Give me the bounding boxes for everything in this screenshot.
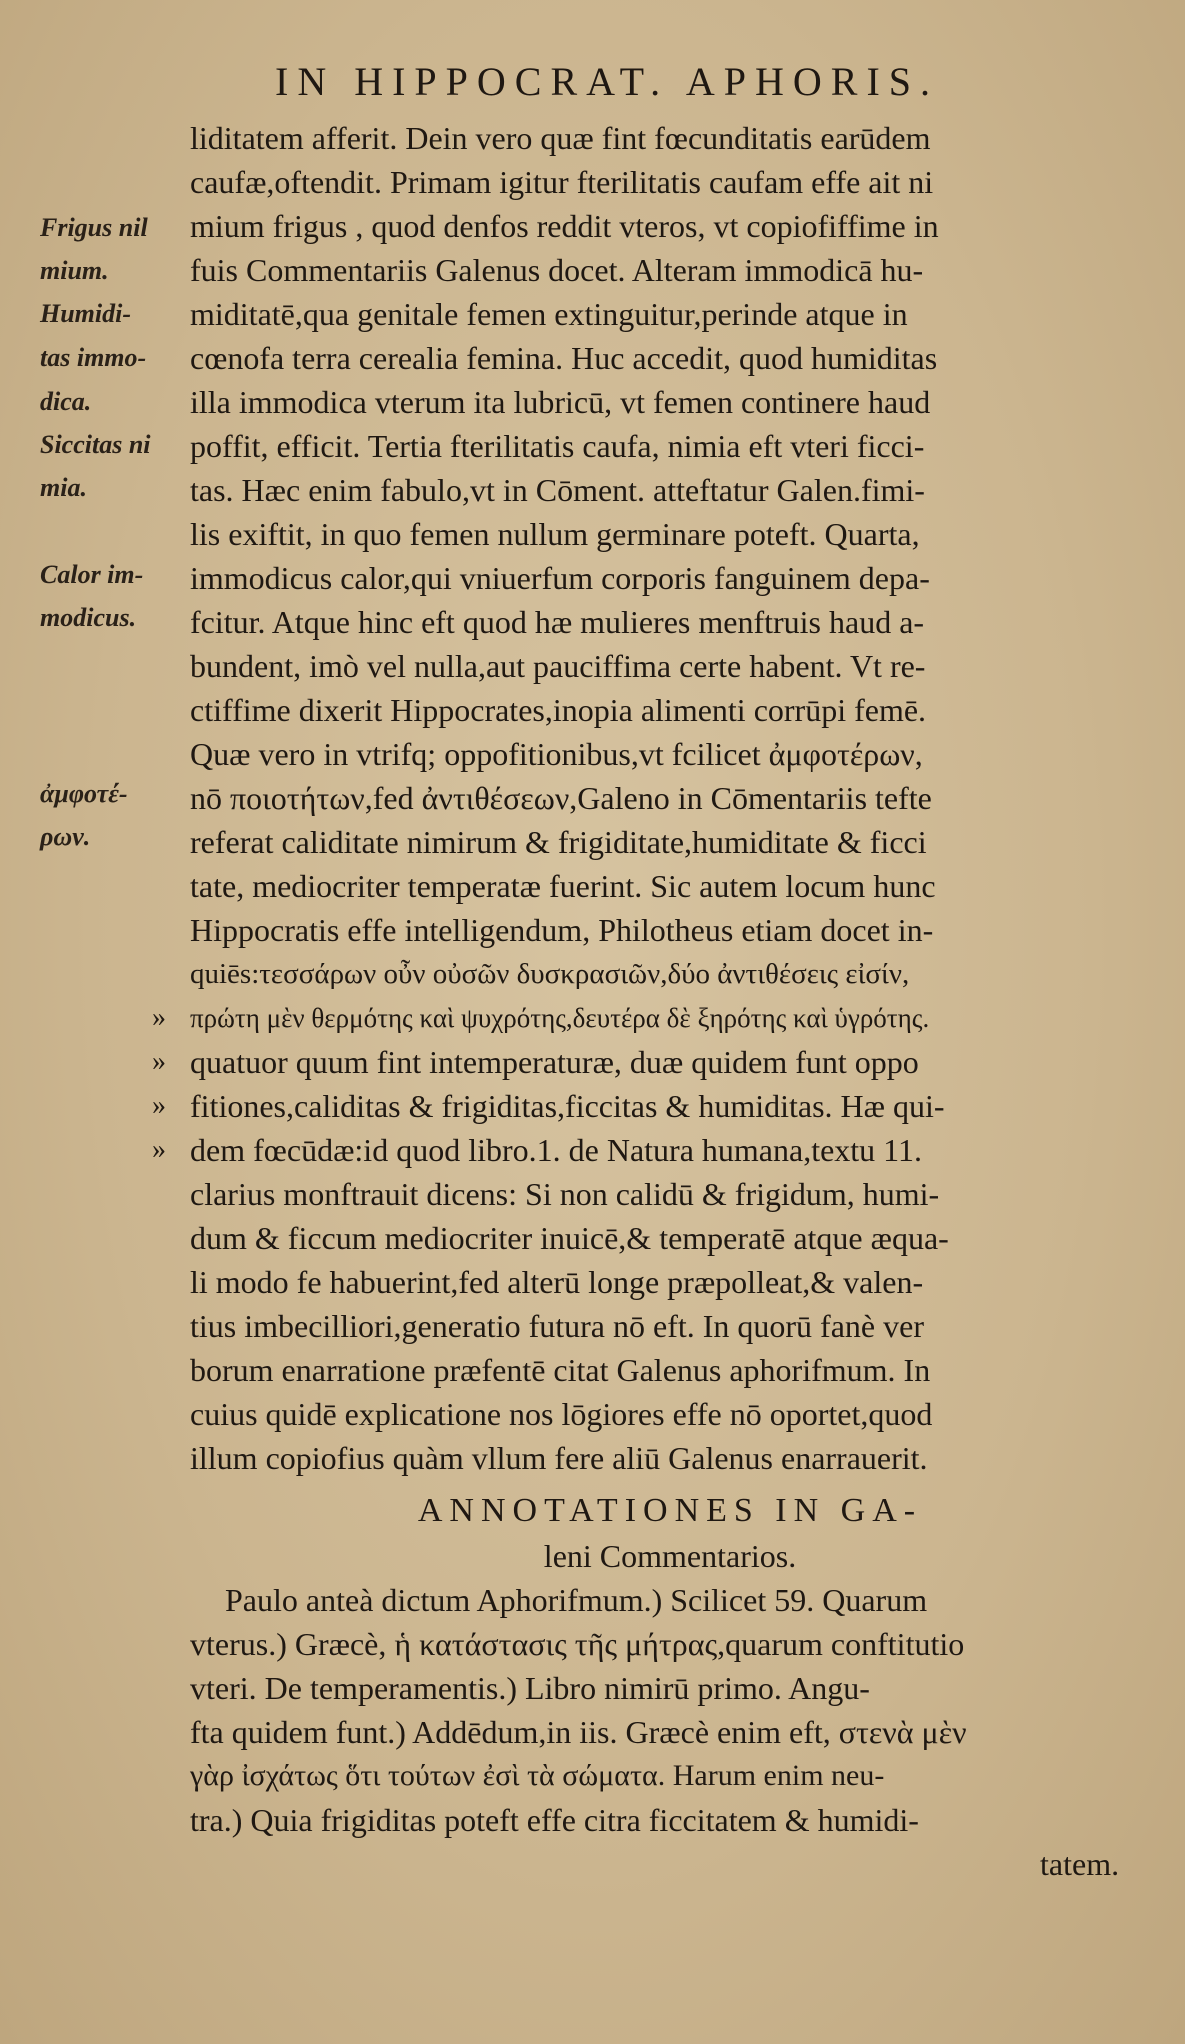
text-line: illa immodica vterum ita lubricū, vt femen continere haud	[190, 384, 931, 420]
quotation-mark: »	[152, 1002, 166, 1033]
margin-note: Calor im-	[40, 560, 144, 589]
text-line: poffit, efficit. Tertia fterilitatis caufa, nimia eft vteri ficci-	[190, 428, 925, 464]
text-line: caufæ,oftendit. Primam igitur fterilitatis caufam effe ait ni	[190, 164, 934, 200]
section-subheading: leni Commentarios.	[543, 1538, 797, 1574]
margin-note: dica.	[40, 387, 92, 416]
running-title: IN HIPPOCRAT. APHORIS.	[275, 59, 940, 104]
text-line: dum & ficcum mediocriter inuicē,& temperatē atque æqua-	[190, 1220, 949, 1256]
annotation-line: Paulo anteà dictum Aphorifmum.) Scilicet 59. Quarum	[225, 1582, 928, 1618]
text-line: dem fœcūdæ:id quod libro.1. de Natura humana,textu 11.	[190, 1132, 922, 1168]
text-line: tas. Hæc enim fabulo,vt in Cōment. atteftatur Galen.fimi-	[190, 472, 925, 508]
text-line: li modo fe habuerint,fed alterū longe præpolleat,& valen-	[190, 1264, 924, 1300]
annotation-line: vteri. De temperamentis.) Libro nimirū primo. Angu-	[190, 1670, 870, 1706]
greek-text-line: quiēs:τεσσάρων οὖν οὐσῶν δυσκρασιῶν,δύο ἀντιθέσεις εἰσίν,	[190, 958, 910, 990]
margin-note: mia.	[40, 473, 87, 502]
text-line: liditatem afferit. Dein vero quæ fint fœcunditatis earūdem	[190, 120, 931, 156]
text-line: referat caliditate nimirum & frigiditate,humiditate & ficci	[190, 824, 927, 860]
annotation-last-word: tatem.	[1040, 1846, 1120, 1882]
annotation-line: vterus.) Græcè, ἡ κατάστασις τῆς μήτρας,quarum conftitutio	[190, 1626, 965, 1662]
text-line: tius imbecilliori,generatio futura nō eft. In quorū fanè ver	[190, 1308, 924, 1344]
margin-note: tas immo-	[40, 343, 147, 372]
margin-note: mium.	[40, 256, 109, 285]
text-line: clarius monftrauit dicens: Si non calidū & frigidum, humi-	[190, 1176, 940, 1212]
text-line: immodicus calor,qui vniuerfum corporis fanguinem depa-	[190, 560, 930, 596]
text-line: ctiffime dixerit Hippocrates,inopia alimenti corrūpi femē.	[190, 692, 927, 728]
text-line: cœnofa terra cerealia femina. Huc accedit, quod humiditas	[190, 340, 938, 376]
text-line: mium frigus , quod denfos reddit vteros, vt copiofiffime in	[190, 208, 939, 244]
text-line: bundent, imò vel nulla,aut pauciffima certe habent. Vt re-	[190, 648, 926, 684]
annotation-line: γὰρ ἰσχάτως ὅτι τούτων ἐσὶ τὰ σώματα. Harum enim neu-	[190, 1759, 885, 1792]
greek-text-line: πρώτη μὲν θερμότης καὶ ψυχρότης,δευτέρα δὲ ξηρότης καὶ ὑγρότης.	[190, 1003, 930, 1033]
text-line: Hippocratis effe intelligendum, Philotheus etiam docet in-	[190, 912, 934, 948]
quotation-mark: »	[152, 1090, 166, 1121]
text-line: fcitur. Atque hinc eft quod hæ mulieres menftruis haud a-	[190, 604, 925, 640]
annotation-line: tra.) Quia frigiditas poteft effe citra ficcitatem & humidi-	[190, 1802, 919, 1838]
margin-note: Frigus nil	[40, 213, 148, 242]
section-heading: ANNOTATIONES IN GA-	[417, 1492, 923, 1529]
quotation-mark: »	[152, 1046, 166, 1077]
margin-note: ἀμφοτέ-	[40, 779, 128, 808]
text-line: Quæ vero in vtrifq; oppofitionibus,vt fcilicet ἀμφοτέρων,	[190, 736, 923, 772]
annotation-line: fta quidem funt.) Addēdum,in iis. Græcè enim eft, στενὰ μὲν	[190, 1714, 967, 1750]
margin-note: ρων.	[40, 822, 91, 851]
text-line: cuius quidē explicatione nos lōgiores effe nō oportet,quod	[190, 1396, 933, 1432]
margin-note: modicus.	[40, 603, 137, 632]
text-line: miditatē,qua genitale femen extinguitur,perinde atque in	[190, 296, 908, 332]
text-line: tate, mediocriter temperatæ fuerint. Sic autem locum hunc	[190, 868, 936, 904]
margin-note: Siccitas ni	[40, 430, 151, 459]
text-line: lis exiftit, in quo femen nullum germinare poteft. Quarta,	[190, 516, 920, 552]
text-line: illum copiofius quàm vllum fere aliū Galenus enarrauerit.	[190, 1440, 928, 1476]
quotation-mark: »	[152, 1134, 166, 1165]
text-line: borum enarratione præfentē citat Galenus aphorifmum. In	[190, 1352, 931, 1388]
text-line: fitiones,caliditas & frigiditas,ficcitas & humiditas. Hæ qui-	[190, 1088, 945, 1124]
text-line: nō ποιοτήτων,fed ἀντιθέσεων,Galeno in Cōmentariis tefte	[190, 780, 932, 816]
text-line: fuis Commentariis Galenus docet. Alteram immodicā hu-	[190, 252, 924, 288]
margin-note: Humidi-	[40, 299, 132, 328]
text-line: quatuor quum fint intemperaturæ, duæ quidem funt oppo	[190, 1044, 919, 1080]
